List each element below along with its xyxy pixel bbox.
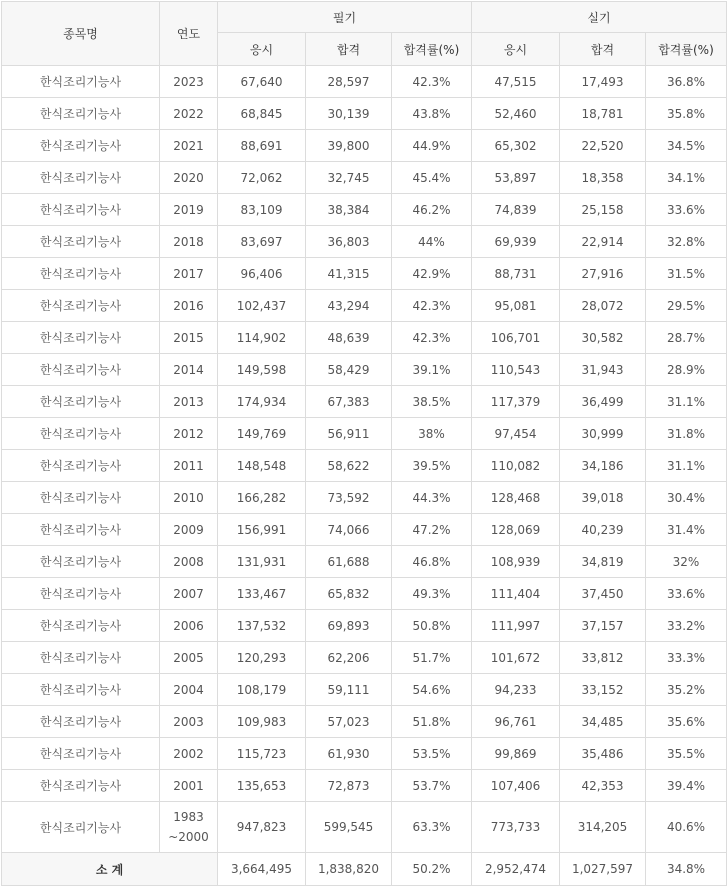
practical-applicants-cell: 47,515 (472, 66, 560, 98)
practical-rate-cell: 31.4% (646, 514, 727, 546)
written-applicants-cell: 67,640 (218, 66, 306, 98)
written-applicants-cell: 120,293 (218, 642, 306, 674)
item-name-cell: 한식조리기능사 (2, 738, 160, 770)
written-rate-cell: 43.8% (392, 98, 472, 130)
practical-passed-cell: 37,157 (560, 610, 646, 642)
written-applicants-cell: 135,653 (218, 770, 306, 802)
item-name-cell: 한식조리기능사 (2, 514, 160, 546)
year-cell: 2007 (160, 578, 218, 610)
practical-passed-cell: 31,943 (560, 354, 646, 386)
item-name-cell: 한식조리기능사 (2, 162, 160, 194)
year-cell: 2017 (160, 258, 218, 290)
year-cell: 2022 (160, 98, 218, 130)
practical-applicants-cell: 88,731 (472, 258, 560, 290)
practical-rate-cell: 34.5% (646, 130, 727, 162)
written-passed-cell: 61,688 (306, 546, 392, 578)
written-rate-cell: 63.3% (392, 802, 472, 853)
written-passed-cell: 32,745 (306, 162, 392, 194)
table-row (2, 226, 727, 258)
written-applicants-cell: 131,931 (218, 546, 306, 578)
table-header (2, 2, 727, 66)
practical-passed-cell: 22,520 (560, 130, 646, 162)
practical-rate-cell: 29.5% (646, 290, 727, 322)
item-name-cell: 한식조리기능사 (2, 130, 160, 162)
total-written-applicants: 3,664,495 (218, 853, 306, 886)
table-row (2, 354, 727, 386)
written-applicants-cell: 947,823 (218, 802, 306, 853)
written-rate-cell: 42.3% (392, 290, 472, 322)
header-practical: 실기 (472, 2, 727, 33)
written-rate-cell: 53.5% (392, 738, 472, 770)
practical-applicants-cell: 110,543 (472, 354, 560, 386)
written-applicants-cell: 174,934 (218, 386, 306, 418)
written-applicants-cell: 83,697 (218, 226, 306, 258)
table-row (2, 578, 727, 610)
year-cell: 2008 (160, 546, 218, 578)
practical-applicants-cell: 128,069 (472, 514, 560, 546)
practical-passed-cell: 40,239 (560, 514, 646, 546)
table-row (2, 642, 727, 674)
written-applicants-cell: 72,062 (218, 162, 306, 194)
practical-rate-cell: 31.5% (646, 258, 727, 290)
practical-rate-cell: 28.9% (646, 354, 727, 386)
table-row (2, 610, 727, 642)
header-practical-passed: 합격 (560, 33, 646, 66)
year-cell: 2014 (160, 354, 218, 386)
year-cell: 2005 (160, 642, 218, 674)
item-name-cell: 한식조리기능사 (2, 706, 160, 738)
item-name-cell: 한식조리기능사 (2, 226, 160, 258)
written-rate-cell: 44% (392, 226, 472, 258)
practical-applicants-cell: 95,081 (472, 290, 560, 322)
written-passed-cell: 28,597 (306, 66, 392, 98)
practical-applicants-cell: 94,233 (472, 674, 560, 706)
total-practical-rate: 34.8% (646, 853, 727, 886)
item-name-cell: 한식조리기능사 (2, 802, 160, 853)
written-rate-cell: 42.9% (392, 258, 472, 290)
total-practical-applicants: 2,952,474 (472, 853, 560, 886)
practical-applicants-cell: 101,672 (472, 642, 560, 674)
written-rate-cell: 44.3% (392, 482, 472, 514)
practical-rate-cell: 35.5% (646, 738, 727, 770)
written-rate-cell: 46.2% (392, 194, 472, 226)
written-rate-cell: 46.8% (392, 546, 472, 578)
header-year: 연도 (160, 2, 218, 66)
total-row (2, 853, 727, 886)
written-applicants-cell: 114,902 (218, 322, 306, 354)
total-practical-passed: 1,027,597 (560, 853, 646, 886)
table-row (2, 290, 727, 322)
written-passed-cell: 36,803 (306, 226, 392, 258)
year-cell: 2023 (160, 66, 218, 98)
practical-applicants-cell: 117,379 (472, 386, 560, 418)
practical-rate-cell: 31.1% (646, 386, 727, 418)
practical-applicants-cell: 128,468 (472, 482, 560, 514)
practical-applicants-cell: 111,997 (472, 610, 560, 642)
table-row (2, 258, 727, 290)
written-passed-cell: 48,639 (306, 322, 392, 354)
table-row (2, 66, 727, 98)
year-cell: 2021 (160, 130, 218, 162)
written-rate-cell: 50.8% (392, 610, 472, 642)
item-name-cell: 한식조리기능사 (2, 674, 160, 706)
table-body (2, 66, 727, 853)
practical-passed-cell: 34,819 (560, 546, 646, 578)
written-rate-cell: 38.5% (392, 386, 472, 418)
written-applicants-cell: 83,109 (218, 194, 306, 226)
year-cell: 2001 (160, 770, 218, 802)
written-rate-cell: 53.7% (392, 770, 472, 802)
written-applicants-cell: 88,691 (218, 130, 306, 162)
item-name-cell: 한식조리기능사 (2, 194, 160, 226)
practical-rate-cell: 36.8% (646, 66, 727, 98)
practical-passed-cell: 33,812 (560, 642, 646, 674)
written-applicants-cell: 137,532 (218, 610, 306, 642)
item-name-cell: 한식조리기능사 (2, 98, 160, 130)
header-written: 필기 (218, 2, 472, 33)
table-row (2, 98, 727, 130)
item-name-cell: 한식조리기능사 (2, 578, 160, 610)
practical-rate-cell: 33.6% (646, 578, 727, 610)
year-range-end: ~2000 (168, 830, 209, 844)
practical-rate-cell: 35.6% (646, 706, 727, 738)
table-row (2, 194, 727, 226)
practical-passed-cell: 27,916 (560, 258, 646, 290)
written-passed-cell: 41,315 (306, 258, 392, 290)
written-applicants-cell: 166,282 (218, 482, 306, 514)
practical-applicants-cell: 111,404 (472, 578, 560, 610)
practical-rate-cell: 32% (646, 546, 727, 578)
practical-applicants-cell: 74,839 (472, 194, 560, 226)
header-practical-applicants: 응시 (472, 33, 560, 66)
table-row (2, 162, 727, 194)
item-name-cell: 한식조리기능사 (2, 290, 160, 322)
header-written-applicants: 응시 (218, 33, 306, 66)
written-passed-cell: 69,893 (306, 610, 392, 642)
year-cell: 2019 (160, 194, 218, 226)
table-row (2, 514, 727, 546)
written-passed-cell: 43,294 (306, 290, 392, 322)
practical-applicants-cell: 53,897 (472, 162, 560, 194)
item-name-cell: 한식조리기능사 (2, 642, 160, 674)
written-rate-cell: 45.4% (392, 162, 472, 194)
practical-rate-cell: 34.1% (646, 162, 727, 194)
year-cell: 2013 (160, 386, 218, 418)
written-rate-cell: 44.9% (392, 130, 472, 162)
written-applicants-cell: 133,467 (218, 578, 306, 610)
written-passed-cell: 72,873 (306, 770, 392, 802)
practical-passed-cell: 37,450 (560, 578, 646, 610)
practical-rate-cell: 33.2% (646, 610, 727, 642)
written-rate-cell: 42.3% (392, 322, 472, 354)
year-cell: 2020 (160, 162, 218, 194)
table-row (2, 706, 727, 738)
year-cell: 2002 (160, 738, 218, 770)
year-cell: 2012 (160, 418, 218, 450)
practical-applicants-cell: 69,939 (472, 226, 560, 258)
table-row (2, 450, 727, 482)
year-cell: 2011 (160, 450, 218, 482)
practical-passed-cell: 34,186 (560, 450, 646, 482)
written-passed-cell: 61,930 (306, 738, 392, 770)
written-applicants-cell: 109,983 (218, 706, 306, 738)
practical-passed-cell: 36,499 (560, 386, 646, 418)
written-rate-cell: 39.1% (392, 354, 472, 386)
practical-passed-cell: 33,152 (560, 674, 646, 706)
table-row (2, 546, 727, 578)
practical-rate-cell: 35.2% (646, 674, 727, 706)
year-cell: 2015 (160, 322, 218, 354)
written-passed-cell: 599,545 (306, 802, 392, 853)
year-cell: 2009 (160, 514, 218, 546)
practical-rate-cell: 35.8% (646, 98, 727, 130)
written-applicants-cell: 149,598 (218, 354, 306, 386)
year-cell: 2004 (160, 674, 218, 706)
item-name-cell: 한식조리기능사 (2, 418, 160, 450)
practical-rate-cell: 40.6% (646, 802, 727, 853)
year-range-start: 1983 (173, 810, 204, 824)
year-cell: 2018 (160, 226, 218, 258)
written-applicants-cell: 108,179 (218, 674, 306, 706)
written-applicants-cell: 149,769 (218, 418, 306, 450)
practical-passed-cell: 17,493 (560, 66, 646, 98)
written-rate-cell: 42.3% (392, 66, 472, 98)
practical-applicants-cell: 773,733 (472, 802, 560, 853)
practical-rate-cell: 30.4% (646, 482, 727, 514)
table-row (2, 674, 727, 706)
practical-passed-cell: 314,205 (560, 802, 646, 853)
header-practical-rate: 합격률(%) (646, 33, 727, 66)
practical-passed-cell: 30,582 (560, 322, 646, 354)
item-name-cell: 한식조리기능사 (2, 322, 160, 354)
written-passed-cell: 58,622 (306, 450, 392, 482)
practical-passed-cell: 25,158 (560, 194, 646, 226)
written-passed-cell: 58,429 (306, 354, 392, 386)
total-written-passed: 1,838,820 (306, 853, 392, 886)
year-cell: 2003 (160, 706, 218, 738)
written-rate-cell: 47.2% (392, 514, 472, 546)
practical-passed-cell: 34,485 (560, 706, 646, 738)
practical-rate-cell: 31.8% (646, 418, 727, 450)
exam-statistics-table (1, 1, 727, 886)
written-rate-cell: 49.3% (392, 578, 472, 610)
written-applicants-cell: 96,406 (218, 258, 306, 290)
header-written-rate: 합격률(%) (392, 33, 472, 66)
year-cell: 2016 (160, 290, 218, 322)
practical-applicants-cell: 96,761 (472, 706, 560, 738)
written-rate-cell: 51.8% (392, 706, 472, 738)
item-name-cell: 한식조리기능사 (2, 258, 160, 290)
header-item-name: 종목명 (2, 2, 160, 66)
practical-rate-cell: 28.7% (646, 322, 727, 354)
written-passed-cell: 62,206 (306, 642, 392, 674)
written-passed-cell: 38,384 (306, 194, 392, 226)
written-rate-cell: 54.6% (392, 674, 472, 706)
practical-passed-cell: 28,072 (560, 290, 646, 322)
practical-applicants-cell: 97,454 (472, 418, 560, 450)
table-row (2, 482, 727, 514)
written-rate-cell: 39.5% (392, 450, 472, 482)
total-label: 소 계 (2, 853, 218, 886)
written-passed-cell: 65,832 (306, 578, 392, 610)
written-passed-cell: 57,023 (306, 706, 392, 738)
practical-applicants-cell: 106,701 (472, 322, 560, 354)
written-passed-cell: 73,592 (306, 482, 392, 514)
written-applicants-cell: 102,437 (218, 290, 306, 322)
practical-applicants-cell: 108,939 (472, 546, 560, 578)
practical-rate-cell: 33.3% (646, 642, 727, 674)
table-row (2, 418, 727, 450)
practical-passed-cell: 18,358 (560, 162, 646, 194)
written-passed-cell: 74,066 (306, 514, 392, 546)
total-written-rate: 50.2% (392, 853, 472, 886)
written-rate-cell: 38% (392, 418, 472, 450)
written-applicants-cell: 148,548 (218, 450, 306, 482)
written-applicants-cell: 115,723 (218, 738, 306, 770)
written-passed-cell: 67,383 (306, 386, 392, 418)
practical-applicants-cell: 52,460 (472, 98, 560, 130)
table-row (2, 322, 727, 354)
written-passed-cell: 59,111 (306, 674, 392, 706)
practical-applicants-cell: 65,302 (472, 130, 560, 162)
year-cell: 2006 (160, 610, 218, 642)
item-name-cell: 한식조리기능사 (2, 386, 160, 418)
item-name-cell: 한식조리기능사 (2, 482, 160, 514)
table-footer (2, 853, 727, 886)
practical-passed-cell: 30,999 (560, 418, 646, 450)
practical-applicants-cell: 110,082 (472, 450, 560, 482)
item-name-cell: 한식조리기능사 (2, 354, 160, 386)
practical-rate-cell: 31.1% (646, 450, 727, 482)
item-name-cell: 한식조리기능사 (2, 610, 160, 642)
header-written-passed: 합격 (306, 33, 392, 66)
item-name-cell: 한식조리기능사 (2, 66, 160, 98)
year-cell: 2010 (160, 482, 218, 514)
practical-passed-cell: 18,781 (560, 98, 646, 130)
practical-applicants-cell: 99,869 (472, 738, 560, 770)
practical-rate-cell: 33.6% (646, 194, 727, 226)
written-applicants-cell: 68,845 (218, 98, 306, 130)
year-cell (160, 802, 218, 853)
practical-rate-cell: 39.4% (646, 770, 727, 802)
practical-passed-cell: 22,914 (560, 226, 646, 258)
item-name-cell: 한식조리기능사 (2, 770, 160, 802)
written-applicants-cell: 156,991 (218, 514, 306, 546)
written-passed-cell: 30,139 (306, 98, 392, 130)
item-name-cell: 한식조리기능사 (2, 450, 160, 482)
table-row (2, 770, 727, 802)
item-name-cell: 한식조리기능사 (2, 546, 160, 578)
written-passed-cell: 56,911 (306, 418, 392, 450)
practical-passed-cell: 39,018 (560, 482, 646, 514)
practical-rate-cell: 32.8% (646, 226, 727, 258)
table-row (2, 130, 727, 162)
practical-passed-cell: 42,353 (560, 770, 646, 802)
table-row (2, 738, 727, 770)
practical-applicants-cell: 107,406 (472, 770, 560, 802)
table-row (2, 802, 727, 853)
table-row (2, 386, 727, 418)
written-rate-cell: 51.7% (392, 642, 472, 674)
written-passed-cell: 39,800 (306, 130, 392, 162)
practical-passed-cell: 35,486 (560, 738, 646, 770)
